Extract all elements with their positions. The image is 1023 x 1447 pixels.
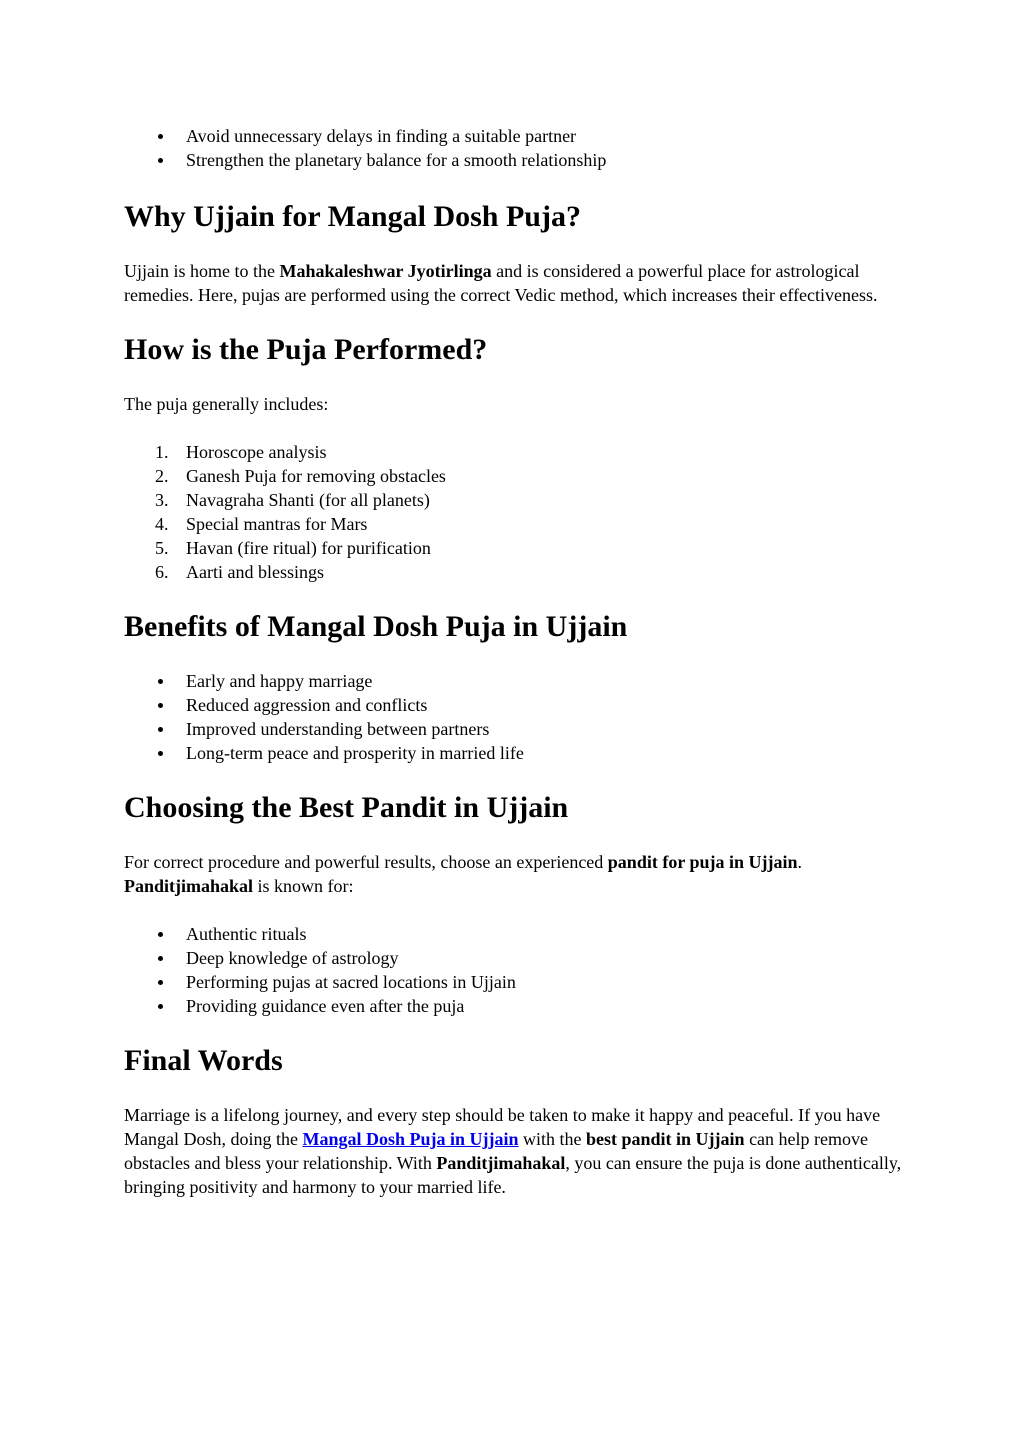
list-item: Improved understanding between partners: [124, 717, 904, 741]
document-page: [124, 124, 904, 1199]
list-item: 2. Ganesh Puja for removing obstacles: [155, 466, 446, 486]
list-item: Long-term peace and prosperity in married life: [124, 741, 904, 765]
choosing-pandit-heading: Choosing the Best Pandit in Ujjain: [124, 791, 569, 824]
list-item: 6. Aarti and blessings: [155, 562, 324, 582]
final-words-heading: Final Words: [124, 1044, 283, 1077]
intro-bullet-list: [124, 124, 904, 172]
mangal-dosh-puja-link[interactable]: Mangal Dosh Puja in Ujjain: [302, 1129, 519, 1149]
puja-steps-list: [124, 440, 904, 584]
list-item: 4. Special mantras for Mars: [155, 514, 368, 534]
list-item: Authentic rituals: [124, 922, 904, 946]
list-item: Reduced aggression and conflicts: [124, 693, 904, 717]
list-item: Early and happy marriage: [124, 669, 904, 693]
list-item: 1. Horoscope analysis: [155, 442, 327, 462]
why-ujjain-paragraph: Ujjain is home to the Mahakaleshwar Jyotirlinga and is considered a powerful place for astrological remedies. Here, pujas are performed using the correct Vedic method, which increases their effectiveness.: [124, 261, 878, 305]
list-item: Deep knowledge of astrology: [124, 946, 904, 970]
choosing-pandit-paragraph: For correct procedure and powerful results, choose an experienced pandit for puja in Ujjain. Panditjimahakal is known for:: [124, 852, 803, 896]
list-item: 3. Navagraha Shanti (for all planets): [155, 490, 430, 510]
how-performed-heading: How is the Puja Performed?: [124, 333, 488, 366]
how-performed-intro: The puja generally includes:: [124, 394, 329, 414]
list-item: 5. Havan (fire ritual) for purification: [155, 538, 431, 558]
list-item: Strengthen the planetary balance for a smooth relationship: [124, 148, 904, 172]
benefits-heading: Benefits of Mangal Dosh Puja in Ujjain: [124, 610, 628, 643]
final-words-paragraph: Marriage is a lifelong journey, and every step should be taken to make it happy and peaceful. If you have Mangal Dosh, doing the Mangal Dosh Puja in Ujjain with the best pandit in Ujjain can help remove obstacles and bless your relationship. With Panditjimahakal, you can ensure the puja is done authentically, bringing positivity and harmony to your married life.: [124, 1105, 902, 1197]
list-item: Avoid unnecessary delays in finding a suitable partner: [124, 124, 904, 148]
list-item: Providing guidance even after the puja: [124, 994, 904, 1018]
benefits-bullet-list: [124, 669, 904, 765]
list-item: Performing pujas at sacred locations in Ujjain: [124, 970, 904, 994]
pandit-qualities-list: [124, 922, 904, 1018]
why-ujjain-heading: Why Ujjain for Mangal Dosh Puja?: [124, 200, 581, 233]
